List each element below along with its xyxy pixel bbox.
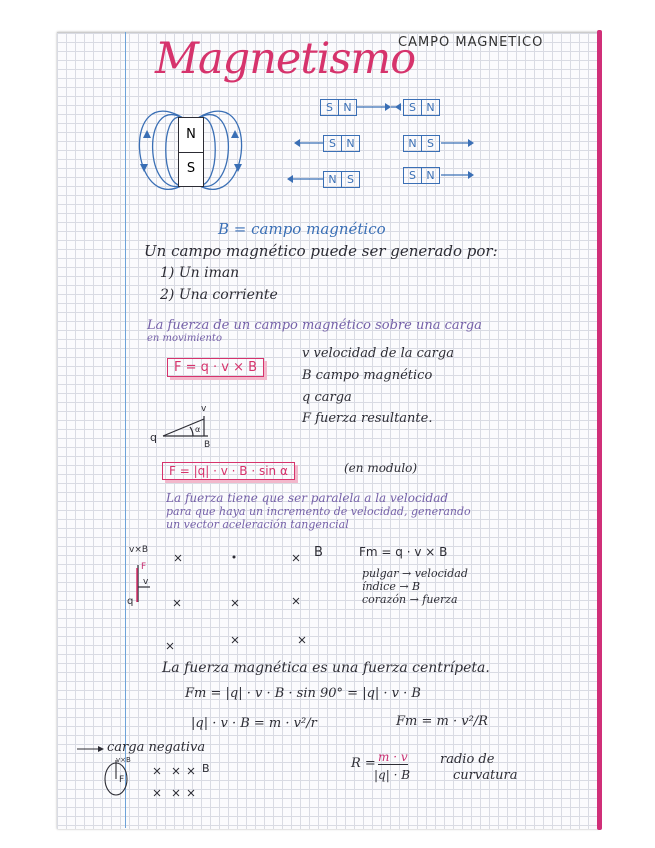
field-q-label: q: [127, 596, 134, 607]
hand-rule-thumb: pulgar → velocidad: [362, 567, 468, 580]
hand-rule-middle: corazón → fuerza: [362, 593, 458, 606]
bar-magnet: [178, 117, 204, 187]
parallel-line3: un vector aceleración tangencial: [166, 518, 349, 531]
hand-rule-index: índice → B: [362, 580, 421, 593]
fm-formula: Fm = q · v × B: [359, 545, 448, 559]
negative-f-label: F: [119, 775, 125, 785]
magnet-pair-2-right: N S: [403, 135, 440, 152]
page-subtitle: CAMPO MAGNETICO: [398, 35, 544, 50]
definition-intro: Un campo magnético puede ser generado por:: [144, 242, 498, 260]
centripetal-eq1: Fm = |q| · v · B · sin 90° = |q| · v · B: [185, 686, 421, 701]
parallel-line1: La fuerza tiene que ser paralela a la velocidad: [166, 491, 449, 505]
modulus-note: (en modulo): [344, 461, 418, 475]
radius-label: R =: [351, 756, 376, 771]
radius-text-line1: radio de: [440, 752, 495, 767]
legend-f: F fuerza resultante.: [302, 411, 433, 426]
radius-numerator: m · v: [378, 750, 408, 764]
negative-vxb-label: v×B: [116, 756, 131, 764]
field-b-label: B: [314, 545, 323, 560]
triangle-q-label: q: [150, 431, 157, 444]
legend-v: v velocidad de la carga: [302, 346, 454, 361]
magnet-south: S: [186, 161, 196, 176]
magnet-pair-3-right: S N: [403, 167, 440, 184]
field-f-label: F: [141, 562, 147, 572]
centripetal-eq2-left: |q| · v · B = m · v²/r: [191, 716, 317, 731]
field-v-label: v: [143, 577, 149, 587]
centripetal-eq2-right: Fm = m · v²/R: [396, 714, 488, 729]
magnet-north: N: [179, 118, 203, 153]
triangle-b-label: B: [204, 440, 211, 450]
force-formula-box: F = q · v × B: [167, 358, 264, 377]
radius-text-line2: curvatura: [453, 768, 518, 783]
legend-b: B campo magnético: [302, 368, 433, 383]
legend-q: q carga: [302, 390, 352, 405]
magnet-pair-1-left: S N: [320, 99, 357, 116]
negative-b-label: B: [202, 762, 210, 775]
modulus-formula-box: F = |q| · v · B · sin α: [162, 462, 295, 480]
triangle-alpha-label: α: [195, 425, 201, 434]
page-title: Magnetismo: [155, 34, 416, 84]
magnet-pair-2-left: S N: [323, 135, 360, 152]
magnet-pair-3-left: N S: [323, 171, 360, 188]
centripetal-sentence: La fuerza magnética es una fuerza centrípeta.: [162, 660, 490, 676]
force-sentence-line2: en movimiento: [147, 333, 222, 344]
b-definition: B = campo magnético: [218, 220, 386, 238]
definition-item-2: 2) Una corriente: [160, 287, 278, 303]
force-sentence-line1: La fuerza de un campo magnético sobre una carga: [147, 318, 482, 333]
magnet-pair-1-right: S N: [403, 99, 440, 116]
negative-charge-label: carga negativa: [107, 740, 206, 755]
triangle-v-label: v: [201, 404, 207, 414]
parallel-line2: para que haya un incremento de velocidad, generando: [166, 505, 471, 518]
definition-item-1: 1) Un iman: [160, 265, 240, 281]
radius-denominator: |q| · B: [374, 768, 411, 782]
field-vxb-label: v×B: [129, 545, 149, 555]
